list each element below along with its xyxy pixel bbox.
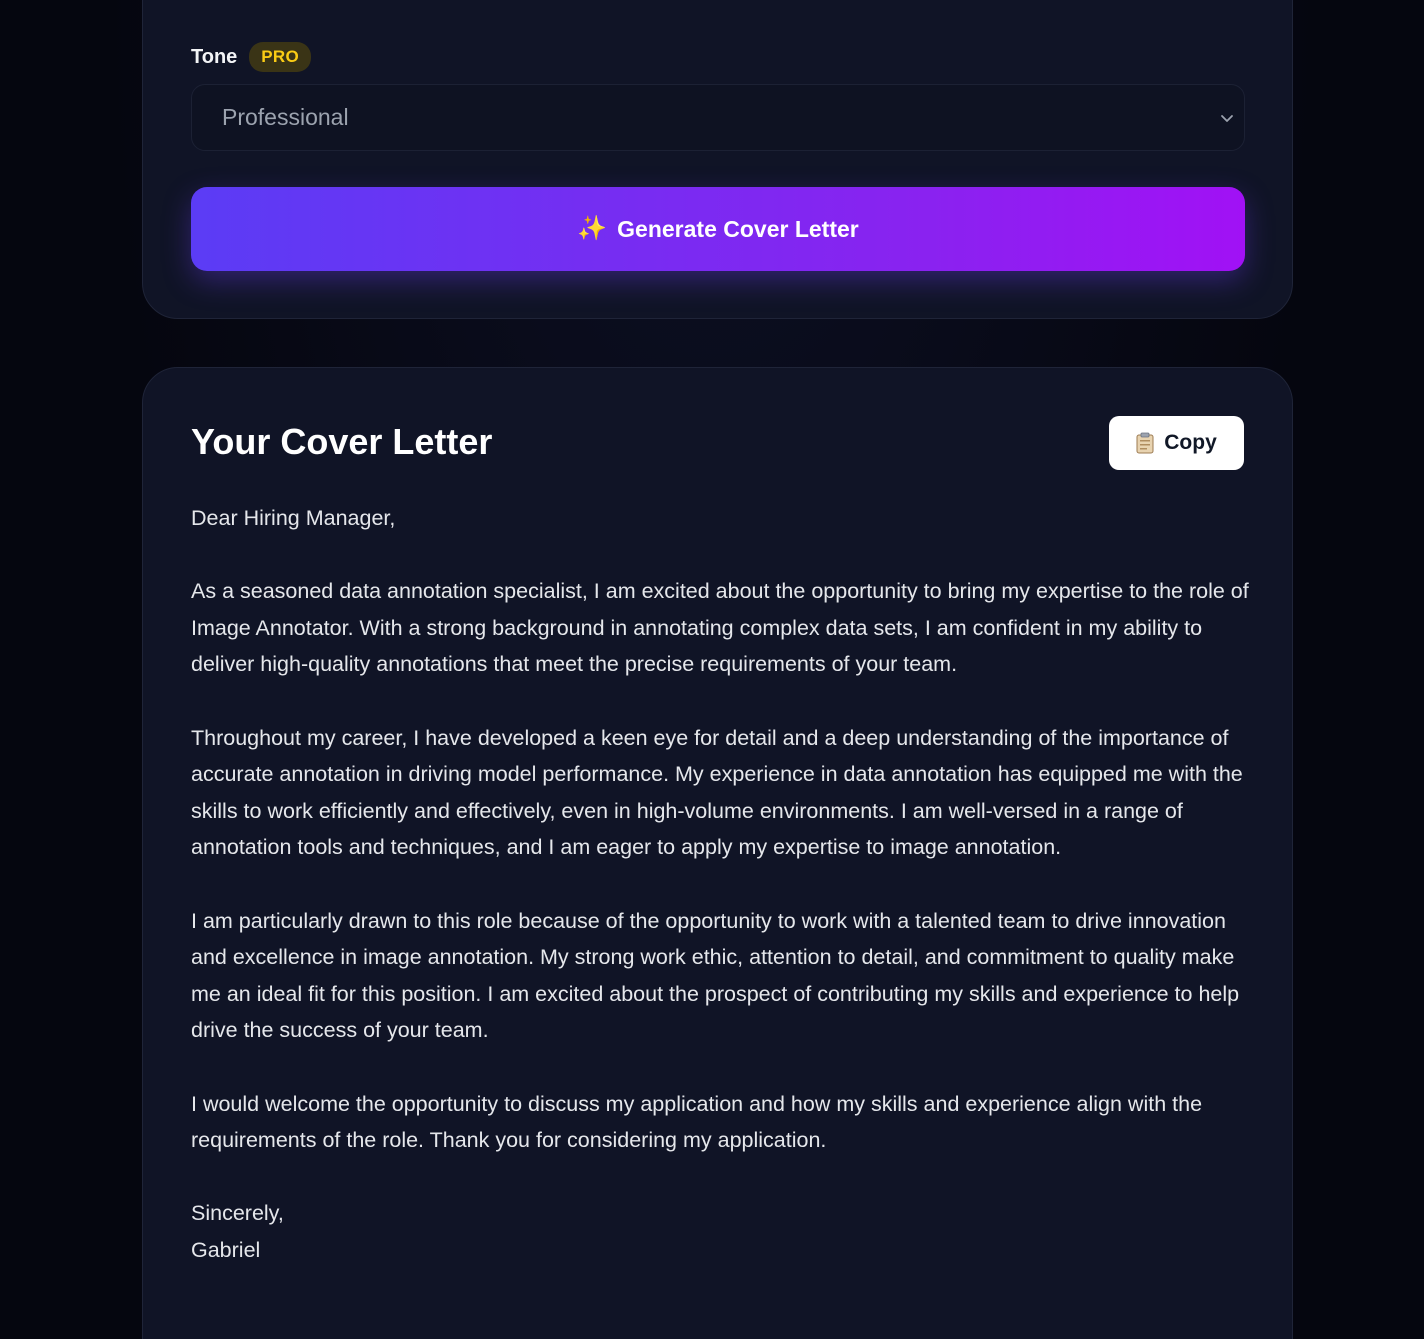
copy-button[interactable] bbox=[1109, 416, 1244, 470]
clipboard-icon bbox=[1136, 432, 1154, 454]
tone-label-row bbox=[191, 42, 311, 72]
letter-signoff: Sincerely, bbox=[191, 1201, 284, 1226]
letter-paragraph: Throughout my career, I have developed a keen eye for detail and a deep understanding of the importance of accurate annotation in driving model performance. My experience in data annotation has equipped me with the skills to work efficiently and effectively, even in high-volume environments. I am well-versed in a range of annotation tools and techniques, and I am eager to apply my expertise to image annotation. bbox=[191, 725, 1243, 860]
cover-letter-body bbox=[191, 500, 1251, 1268]
chevron-down-icon bbox=[1220, 111, 1234, 125]
letter-signature: Gabriel bbox=[191, 1237, 261, 1262]
cover-letter-result-card bbox=[142, 367, 1293, 1339]
copy-button-label: Copy bbox=[1164, 431, 1217, 454]
generate-button-label: Generate Cover Letter bbox=[617, 215, 859, 242]
pro-badge: PRO bbox=[249, 42, 311, 72]
sparkle-icon: ✨ bbox=[577, 215, 608, 242]
letter-paragraph: I am particularly drawn to this role because of the opportunity to work with a talented team to drive innovation and excellence in image annotation. My strong work ethic, attention to detail, and commitment to quality make me an ideal fit for this position. I am excited about the prospect of contributing my skills and experience to help drive the success of your team. bbox=[191, 908, 1240, 1043]
letter-paragraph: I would welcome the opportunity to discuss my application and how my skills and experience align with the requirements of the role. Thank you for considering my application. bbox=[191, 1091, 1203, 1153]
letter-paragraph: As a seasoned data annotation specialist, I am excited about the opportunity to bring my expertise to the role of Image Annotator. With a strong background in annotating complex data sets, I am confident in my ability to deliver high-quality annotations that meet the precise requirements of your team. bbox=[191, 579, 1249, 677]
letter-greeting: Dear Hiring Manager, bbox=[191, 506, 396, 530]
generate-cover-letter-button[interactable] bbox=[191, 187, 1245, 271]
tone-select[interactable] bbox=[191, 84, 1245, 151]
tone-selected-value: Professional bbox=[222, 104, 349, 130]
tone-label: Tone bbox=[191, 45, 238, 68]
cover-letter-title: Your Cover Letter bbox=[191, 421, 493, 462]
cover-letter-form-card bbox=[142, 0, 1293, 319]
